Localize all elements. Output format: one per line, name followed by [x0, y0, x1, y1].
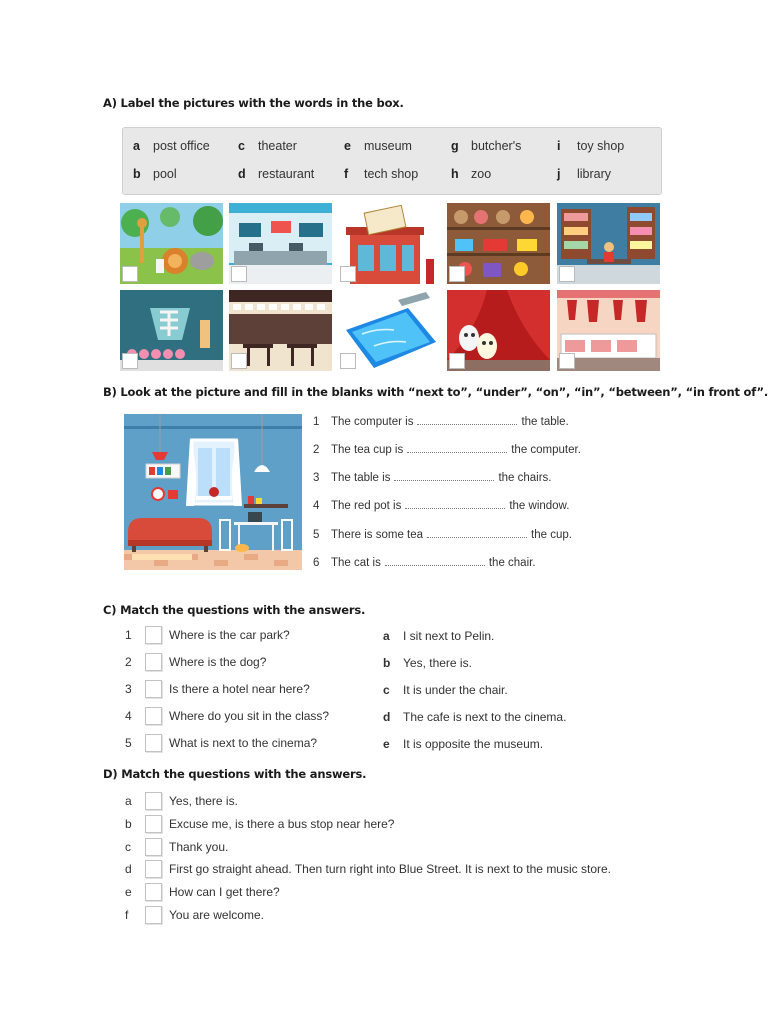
blank-line[interactable] — [427, 529, 527, 538]
butchers-picture — [557, 290, 660, 371]
restaurant-picture — [229, 290, 332, 371]
answer-box[interactable] — [145, 734, 162, 752]
word-item: g butcher's — [451, 139, 522, 153]
museum-picture — [120, 290, 223, 371]
word-item: b pool — [133, 167, 177, 181]
blank-line[interactable] — [385, 557, 485, 566]
blank-line[interactable] — [417, 416, 517, 425]
blank-line[interactable] — [405, 500, 505, 509]
answer-box[interactable] — [145, 792, 162, 810]
section-a-heading: A) Label the pictures with the words in the box. — [103, 96, 404, 110]
section-d-heading: D) Match the questions with the answers. — [103, 767, 367, 781]
answer-box[interactable] — [449, 266, 465, 282]
word-box — [122, 127, 662, 195]
word-item: d restaurant — [238, 167, 315, 181]
answer-box[interactable] — [231, 353, 247, 369]
word-item: e museum — [344, 139, 412, 153]
fill-blank-item: 5 There is some tea the cup. — [313, 529, 572, 541]
blank-line[interactable] — [394, 472, 494, 481]
blank-line[interactable] — [407, 444, 507, 453]
fill-blank-item: 2 The tea cup is the computer. — [313, 444, 581, 456]
word-item: f tech shop — [344, 167, 419, 181]
tech-shop-picture — [229, 203, 332, 284]
fill-blank-item: 1 The computer is the table. — [313, 416, 569, 428]
word-item: j library — [557, 167, 612, 181]
toy-shop-picture — [447, 203, 550, 284]
answer-box[interactable] — [231, 266, 247, 282]
answer-box[interactable] — [559, 353, 575, 369]
library-picture — [557, 203, 660, 284]
section-b-heading: B) Look at the picture and fill in the blanks with “next to”, “under”, “on”, “in”, “between”, “in front of”. — [103, 385, 768, 399]
room-picture — [124, 414, 302, 570]
answer-item: e It is opposite the museum. — [383, 737, 544, 751]
pool-picture — [338, 290, 441, 371]
answer-box[interactable] — [122, 353, 138, 369]
answer-box[interactable] — [340, 353, 356, 369]
fill-blank-item: 6 The cat is the chair. — [313, 557, 536, 569]
answer-box[interactable] — [340, 266, 356, 282]
answer-box[interactable] — [145, 680, 162, 698]
answer-item: b Yes, there is. — [383, 656, 472, 670]
answer-box[interactable] — [145, 906, 162, 924]
answer-box[interactable] — [559, 266, 575, 282]
fill-blank-item: 4 The red pot is the window. — [313, 500, 570, 512]
answer-box[interactable] — [122, 266, 138, 282]
answer-item: c It is under the chair. — [383, 683, 508, 697]
answer-box[interactable] — [145, 838, 162, 856]
fill-blank-item: 3 The table is the chairs. — [313, 472, 552, 484]
zoo-picture — [120, 203, 223, 284]
answer-box[interactable] — [145, 883, 162, 901]
answer-item: a I sit next to Pelin. — [383, 629, 495, 643]
word-item: c theater — [238, 139, 297, 153]
word-item: i toy shop — [557, 139, 625, 153]
word-item: a post office — [133, 139, 210, 153]
answer-item: d The cafe is next to the cinema. — [383, 710, 567, 724]
theater-picture — [447, 290, 550, 371]
answer-box[interactable] — [449, 353, 465, 369]
answer-box[interactable] — [145, 707, 162, 725]
answer-box[interactable] — [145, 626, 162, 644]
post-office-picture — [338, 203, 441, 284]
answer-box[interactable] — [145, 653, 162, 671]
word-item: h zoo — [451, 167, 492, 181]
answer-box[interactable] — [145, 815, 162, 833]
answer-box[interactable] — [145, 860, 162, 878]
section-c-heading: C) Match the questions with the answers. — [103, 603, 366, 617]
